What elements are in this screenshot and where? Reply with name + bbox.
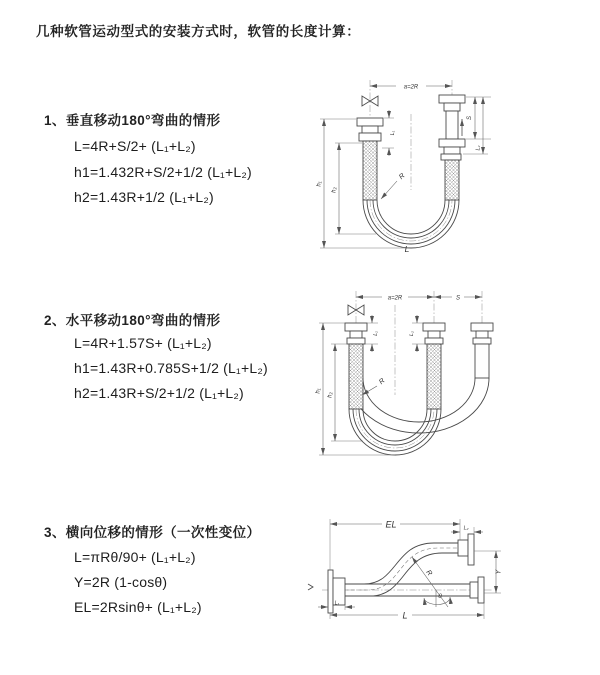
section-1-formula-L: L=4R+S/2+ (L₁+L₂) <box>74 138 196 154</box>
diagram-vertical-180-bend <box>310 72 595 262</box>
left-fitting <box>357 118 383 200</box>
section-2-formula-L: L=4R+1.57S+ (L₁+L₂) <box>74 335 212 351</box>
dim-label-l1: L₁ <box>334 600 340 607</box>
dim-l2 <box>451 526 483 535</box>
section-2-formula-h2: h2=1.43R+S/2+1/2 (L₁+L₂) <box>74 385 244 401</box>
dim-l1 <box>365 315 379 352</box>
dim-label-r: R <box>378 377 387 387</box>
dim-label-l2: L₂ <box>475 145 482 151</box>
dim-label-h2: h₂ <box>331 187 338 193</box>
dim-a2r <box>370 85 452 91</box>
section-3-formula-L: L=πRθ/90+ (L₁+L₂) <box>74 549 196 565</box>
dim-label-a2r: a=2R <box>403 84 419 91</box>
section-1-formula-h2: h2=1.43R+1/2 (L₁+L₂) <box>74 189 214 205</box>
dim-s <box>434 296 482 302</box>
dim-label-el: EL <box>385 519 397 530</box>
dim-a2r <box>356 296 434 302</box>
section-2-formula-h1: h1=1.43R+0.785S+1/2 (L₁+L₂) <box>74 360 268 376</box>
diagram-lateral-displacement <box>300 505 600 670</box>
right-fitting-upper <box>439 95 465 139</box>
right-fitting-moved <box>471 323 493 378</box>
hose-length-label: L <box>404 244 410 254</box>
left-flange <box>328 570 345 613</box>
right-fitting-lower <box>439 139 465 200</box>
dim-label-y: Y <box>495 569 503 575</box>
hose-s-curve <box>338 534 474 596</box>
dim-label-r: R <box>424 569 434 578</box>
dim-label-h1: h₁ <box>316 181 323 187</box>
dim-label-l: L <box>402 610 408 621</box>
section-2-heading: 2、水平移动180°弯曲的情形 <box>44 313 221 328</box>
centerlines <box>356 291 482 448</box>
dim-label-l2: L₂ <box>409 331 415 336</box>
centerline-mark <box>308 584 313 590</box>
diagram-horizontal-180-bend <box>312 283 597 468</box>
radius-leader <box>381 172 406 199</box>
dim-l1 <box>318 601 355 611</box>
section-3-formula-EL: EL=2Rsinθ+ (L₁+L₂) <box>74 599 202 615</box>
dim-label-r: R <box>398 172 407 182</box>
dim-label-h2: h₂ <box>327 392 334 398</box>
dim-label-theta: θ <box>438 593 442 600</box>
section-3-formula-Y: Y=2R (1-cosθ) <box>74 574 168 590</box>
hose-u-original <box>349 409 441 455</box>
centerlines <box>370 80 452 241</box>
section-1-heading: 1、垂直移动180°弯曲的情形 <box>44 113 221 128</box>
dim-l <box>330 600 484 621</box>
dim-label-a2r: a=2R <box>387 295 403 302</box>
radius-and-angle <box>412 557 450 607</box>
page-title: 几种软管运动型式的安装方式时，软管的长度计算： <box>36 24 361 39</box>
middle-fitting <box>423 323 445 409</box>
hose-u-moved <box>349 378 489 433</box>
dim-el <box>330 519 460 570</box>
dim-l1 <box>382 110 396 156</box>
dim-l2 <box>409 315 427 352</box>
dim-s <box>463 97 491 154</box>
dim-label-h1: h₁ <box>315 388 322 394</box>
dim-label-s: S <box>467 115 473 121</box>
dim-label-l2: L₂ <box>463 525 469 532</box>
section-1-formula-h1: h1=1.432R+S/2+1/2 (L₁+L₂) <box>74 164 252 180</box>
section-3-heading: 3、横向位移的情形（一次性变位） <box>44 525 261 540</box>
dim-label-s: S <box>455 295 461 302</box>
left-fitting <box>345 323 367 409</box>
dim-label-l1: L₁ <box>373 331 379 336</box>
dim-label-l1: L₁ <box>390 130 396 136</box>
